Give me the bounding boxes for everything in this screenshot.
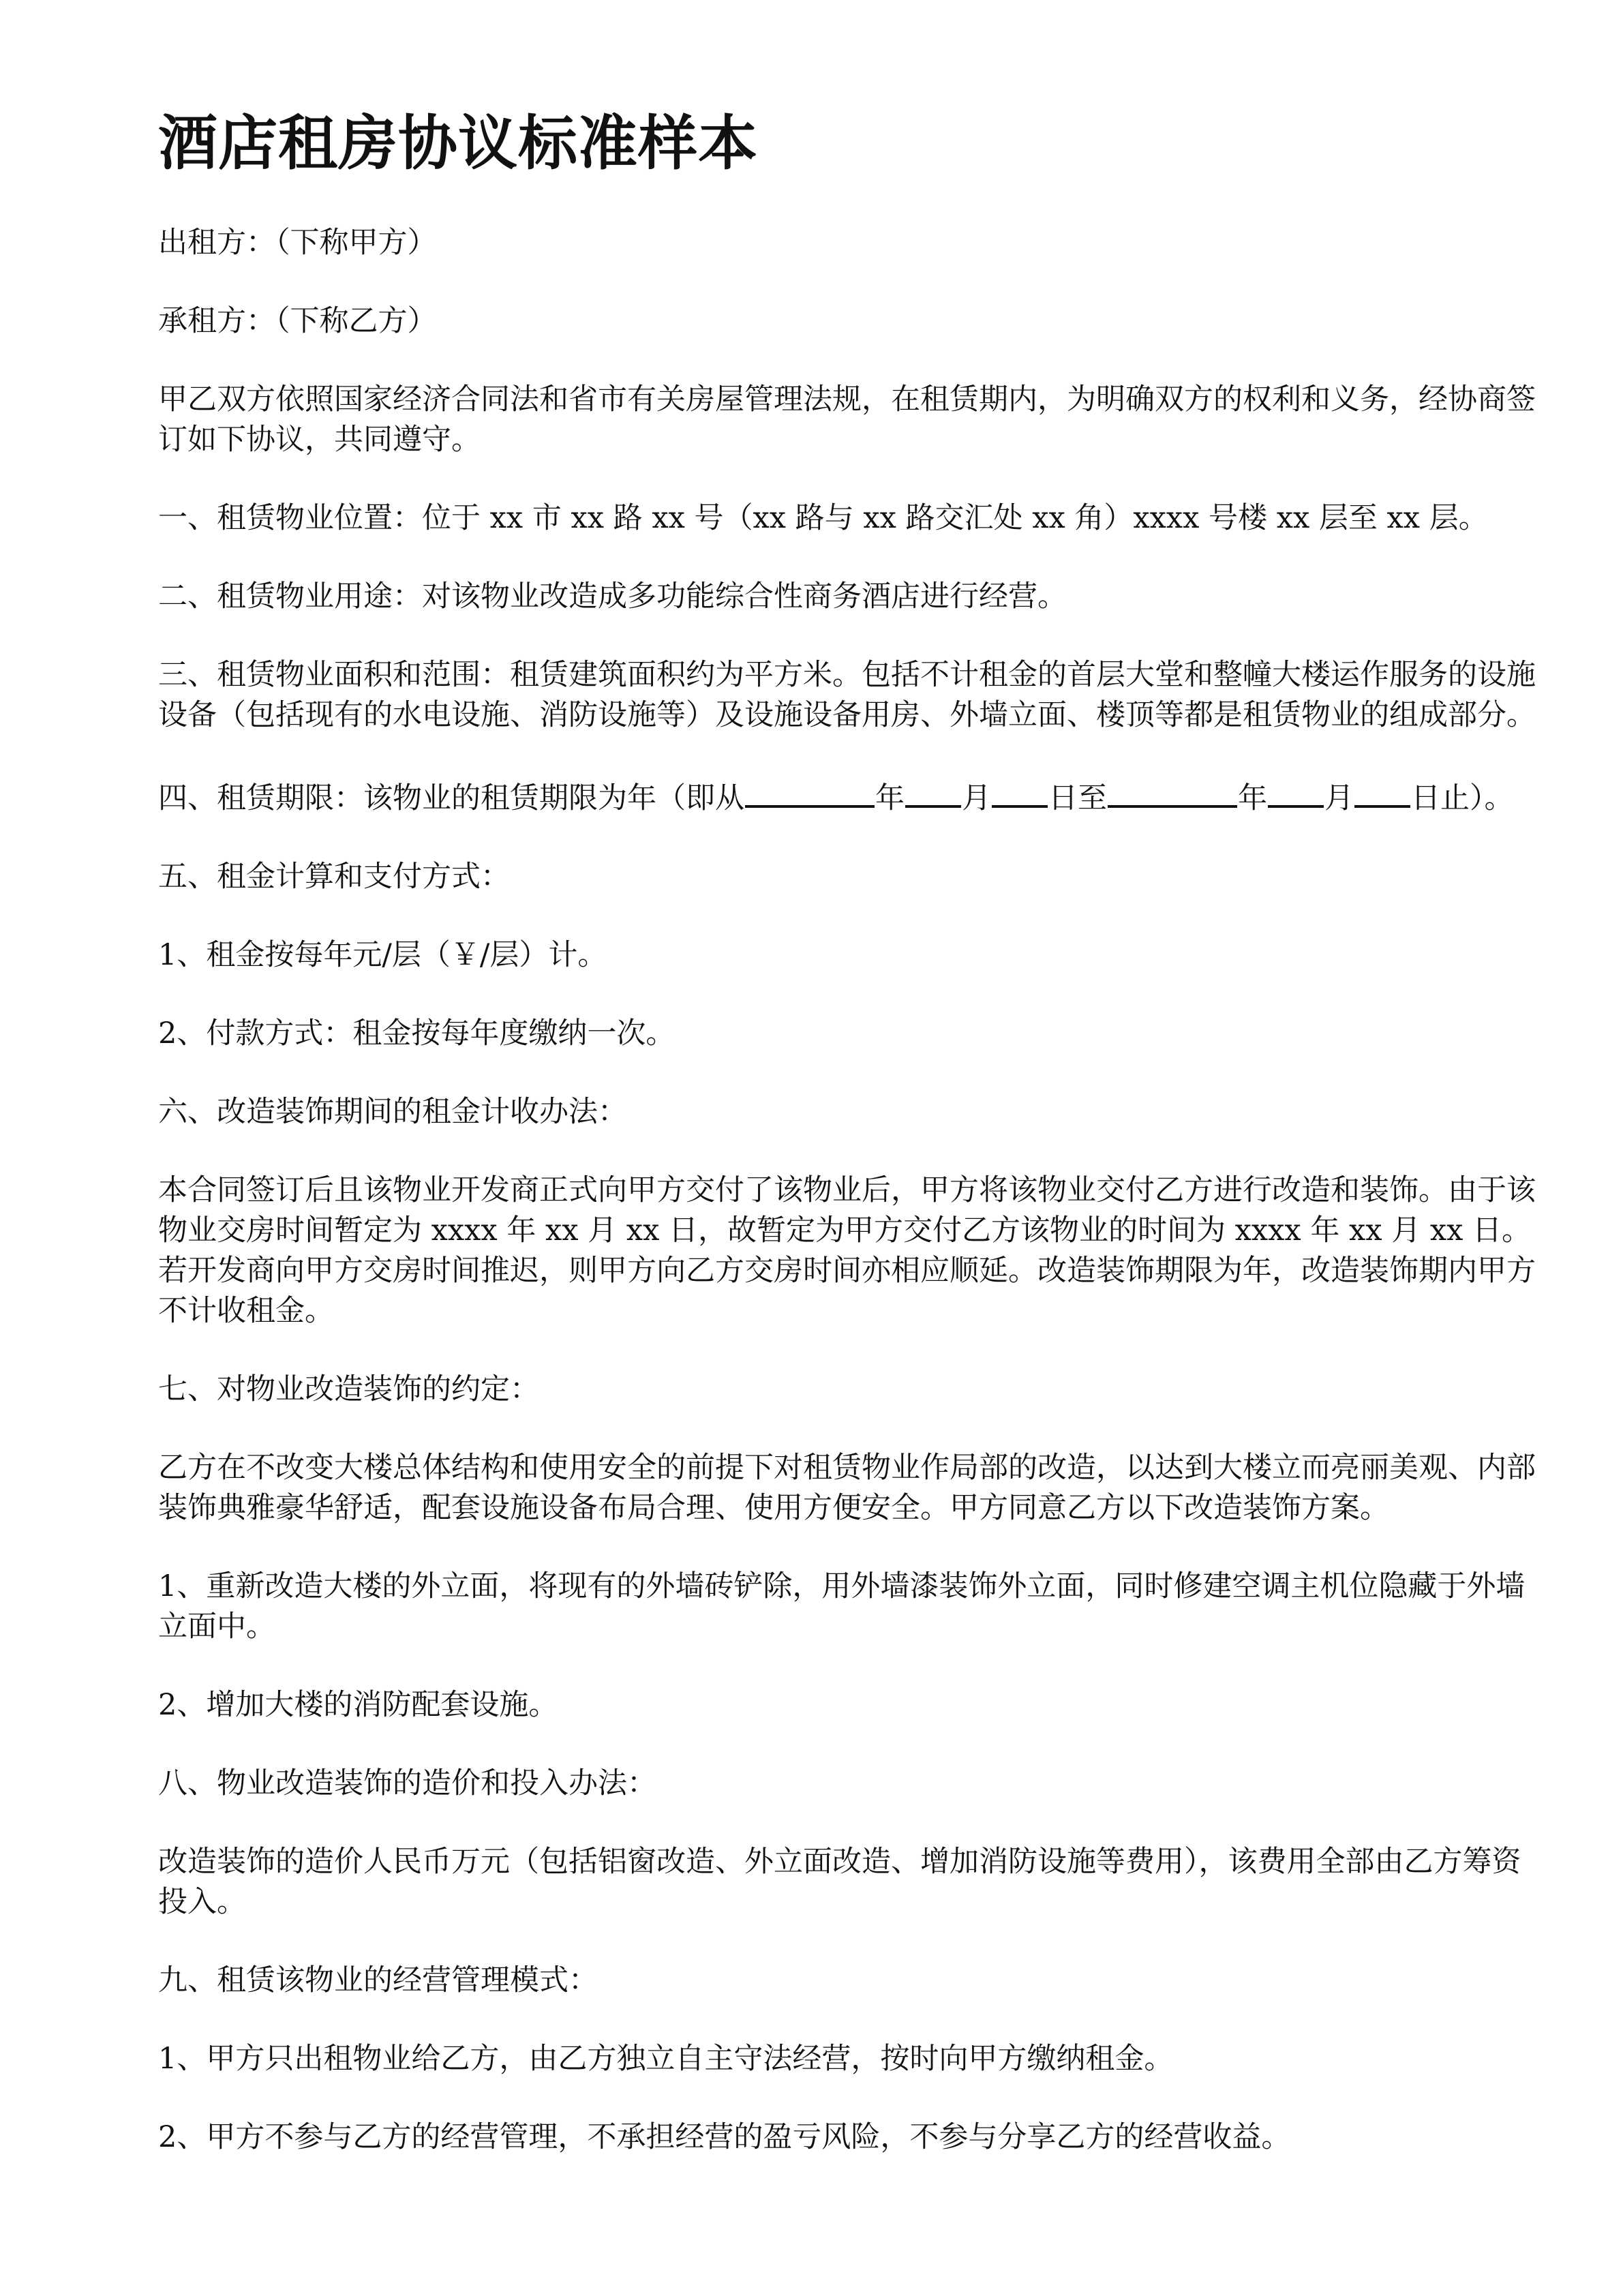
- term-end-text: 日止）。: [1411, 781, 1514, 815]
- term-year-label-2: 年: [1238, 781, 1267, 815]
- blank-start-year: [745, 774, 875, 808]
- clause-2-usage: 二、租赁物业用途：对该物业改造成多功能综合性商务酒店进行经营。: [158, 579, 1067, 614]
- paragraph-lessee: 承租方：（下称乙方）: [158, 304, 437, 338]
- clause-9-item-1: 1、甲方只出租物业给乙方，由乙方独立自主守法经营，按时向甲方缴纳租金。: [158, 2042, 1174, 2076]
- clause-7-item-2: 2、增加大楼的消防配套设施。: [158, 1688, 558, 1722]
- blank-start-day: [992, 774, 1048, 808]
- clause-7-heading: 七、对物业改造装饰的约定：: [158, 1372, 539, 1406]
- term-day-to-label: 日至: [1048, 781, 1107, 815]
- clause-5-rent-heading: 五、租金计算和支付方式：: [158, 860, 510, 894]
- clause-8-body: 改造装饰的造价人民币万元（包括铝窗改造、外立面改造、增加消防设施等费用），该费用全部由乙方筹资投入。: [158, 1845, 1521, 1919]
- term-month-label-2: 月: [1324, 781, 1354, 815]
- blank-end-year: [1108, 774, 1237, 808]
- clause-5-item-2: 2、付款方式：租金按每年度缴纳一次。: [158, 1016, 676, 1051]
- blank-start-month: [905, 774, 961, 808]
- document-title: 酒店租房协议标准样本: [158, 108, 758, 178]
- clause-7-body: 乙方在不改变大楼总体结构和使用安全的前提下对租赁物业作局部的改造，以达到大楼立而亮丽美观、内部装饰典雅豪华舒适，配套设施设备布局合理、使用方便安全。甲方同意乙方以下改造装饰方案。: [158, 1451, 1536, 1525]
- term-year-label: 年: [875, 781, 905, 815]
- clause-1-location: 一、租赁物业位置：位于 xx 市 xx 路 xx 号（xx 路与 xx 路交汇处 xx 角）xxxx 号楼 xx 层至 xx 层。: [158, 501, 1488, 535]
- clause-9-heading: 九、租赁该物业的经营管理模式：: [158, 1963, 598, 1997]
- paragraph-lessor: 出租方：（下称甲方）: [158, 226, 437, 260]
- blank-end-day: [1354, 774, 1410, 808]
- blank-end-month: [1268, 774, 1324, 808]
- clause-4-lease-term: [158, 774, 1541, 819]
- term-lead-text: 四、租赁期限：该物业的租赁期限为年（即从: [158, 781, 744, 815]
- clause-3-area-scope: 三、租赁物业面积和范围：租赁建筑面积约为平方米。包括不计租金的首层大堂和整幢大楼运作服务的设施设备（包括现有的水电设施、消防设施等）及设施设备用房、外墙立面、楼顶等都是租赁物业的组成部分。: [158, 658, 1536, 732]
- clause-5-item-1: 1、租金按每年元/层（￥/层）计。: [158, 938, 607, 972]
- clause-8-heading: 八、物业改造装饰的造价和投入办法：: [158, 1766, 656, 1800]
- paragraph-preamble: 甲乙双方依照国家经济合同法和省市有关房屋管理法规，在租赁期内，为明确双方的权利和义务，经协商签订如下协议，共同遵守。: [158, 382, 1536, 457]
- clause-7-item-1: 1、重新改造大楼的外立面，将现有的外墙砖铲除，用外墙漆装饰外立面，同时修建空调主机位隐藏于外墙立面中。: [158, 1569, 1526, 1644]
- clause-9-item-2: 2、甲方不参与乙方的经营管理，不承担经营的盈亏风险，不参与分享乙方的经营收益。: [158, 2120, 1291, 2154]
- term-month-label: 月: [962, 781, 991, 815]
- clause-6-heading: 六、改造装饰期间的租金计收办法：: [158, 1095, 627, 1129]
- clause-6-body: 本合同签订后且该物业开发商正式向甲方交付了该物业后，甲方将该物业交付乙方进行改造和装饰。由于该物业交房时间暂定为 xxxx 年 xx 月 xx 日，故暂定为甲方交付乙方该物业的时间为 xxxx 年 xx 月 xx 日。若开发商向甲方交房时间推迟，则甲方向乙方交房时间亦相应顺延。改造装饰期限为年，改造装饰期内甲方不计收租金。: [158, 1173, 1536, 1328]
